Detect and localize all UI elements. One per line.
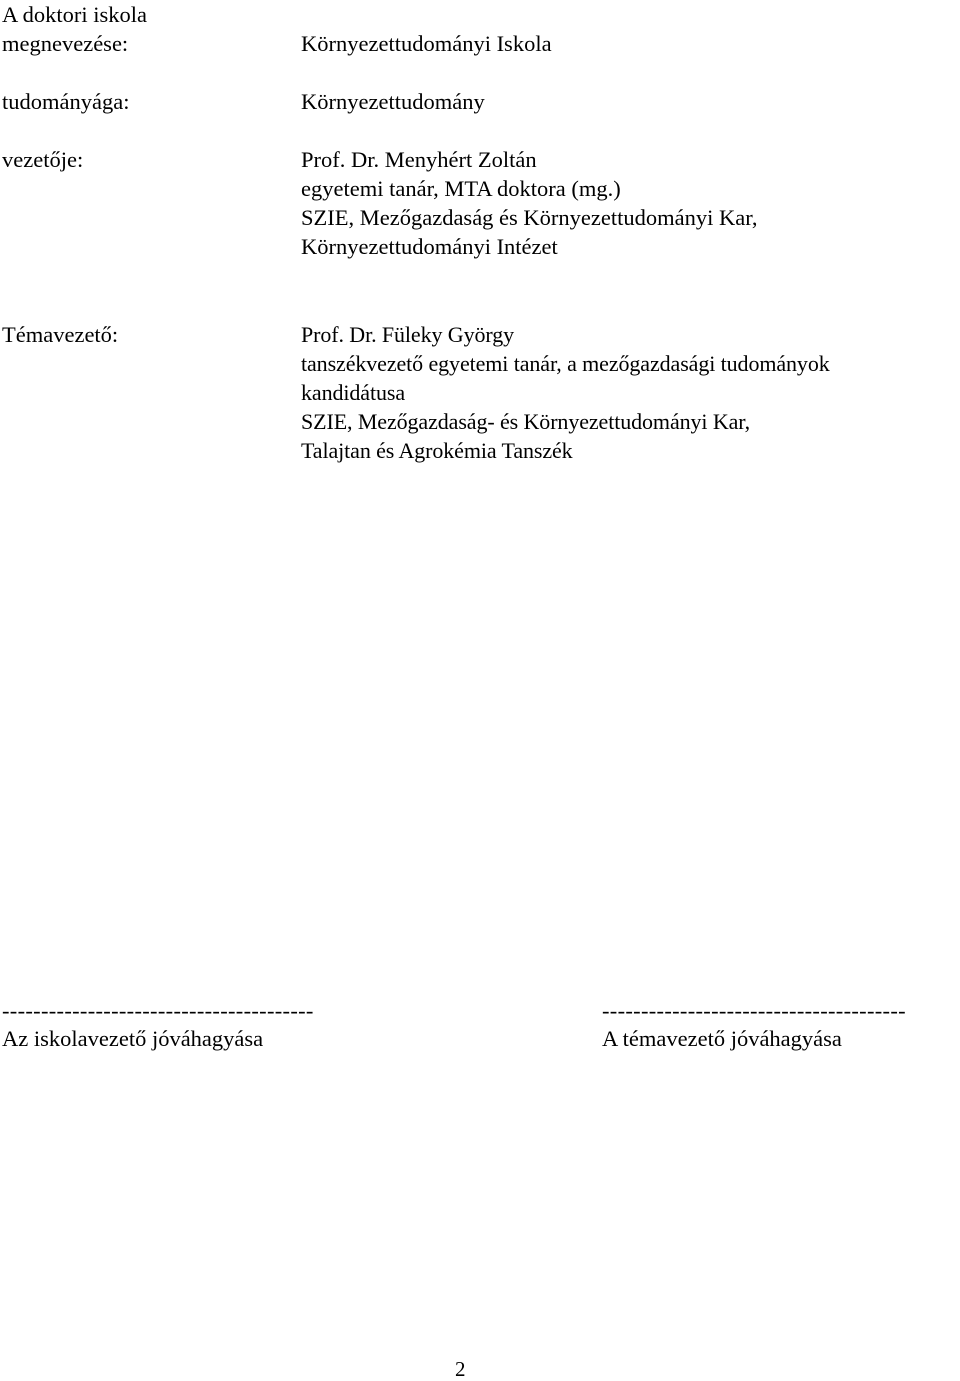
head-institute: Környezettudományi Intézet — [301, 234, 558, 259]
field-value: Környezettudomány — [301, 89, 485, 114]
supervisor-department: Talajtan és Agrokémia Tanszék — [301, 438, 573, 463]
school-name-label: A doktori iskola megnevezése: — [2, 2, 147, 56]
supervisor-label: Témavezető: — [2, 322, 119, 347]
supervisor-degree: kandidátusa — [301, 380, 405, 405]
left-signature-line: ---------------------------------------- — [2, 998, 314, 1023]
field-label: tudományága: — [2, 89, 130, 114]
supervisor-name: Prof. Dr. Füleky György — [301, 322, 515, 347]
school-name-value: Környezettudományi Iskola — [301, 31, 552, 56]
right-signature-line: --------------------------------------- — [602, 998, 906, 1023]
head-value — [301, 145, 757, 261]
head-title: egyetemi tanár, MTA doktora (mg.) — [301, 176, 621, 201]
head-faculty: SZIE, Mezőgazdaság és Környezettudományi Kar, — [301, 205, 758, 230]
supervisor-faculty: SZIE, Mezőgazdaság- és Környezettudományi Kar, — [301, 409, 751, 434]
left-signature-caption: Az iskolavezető jóváhagyása — [2, 1026, 264, 1051]
right-signature-caption: A témavezető jóváhagyása — [602, 1026, 842, 1051]
head-name: Prof. Dr. Menyhért Zoltán — [301, 147, 537, 172]
supervisor-title: tanszékvezető egyetemi tanár, a mezőgazdasági tudományok — [301, 351, 830, 376]
head-label: vezetője: — [2, 147, 84, 172]
supervisor-value — [301, 320, 830, 465]
page-number: 2 — [455, 1357, 466, 1381]
